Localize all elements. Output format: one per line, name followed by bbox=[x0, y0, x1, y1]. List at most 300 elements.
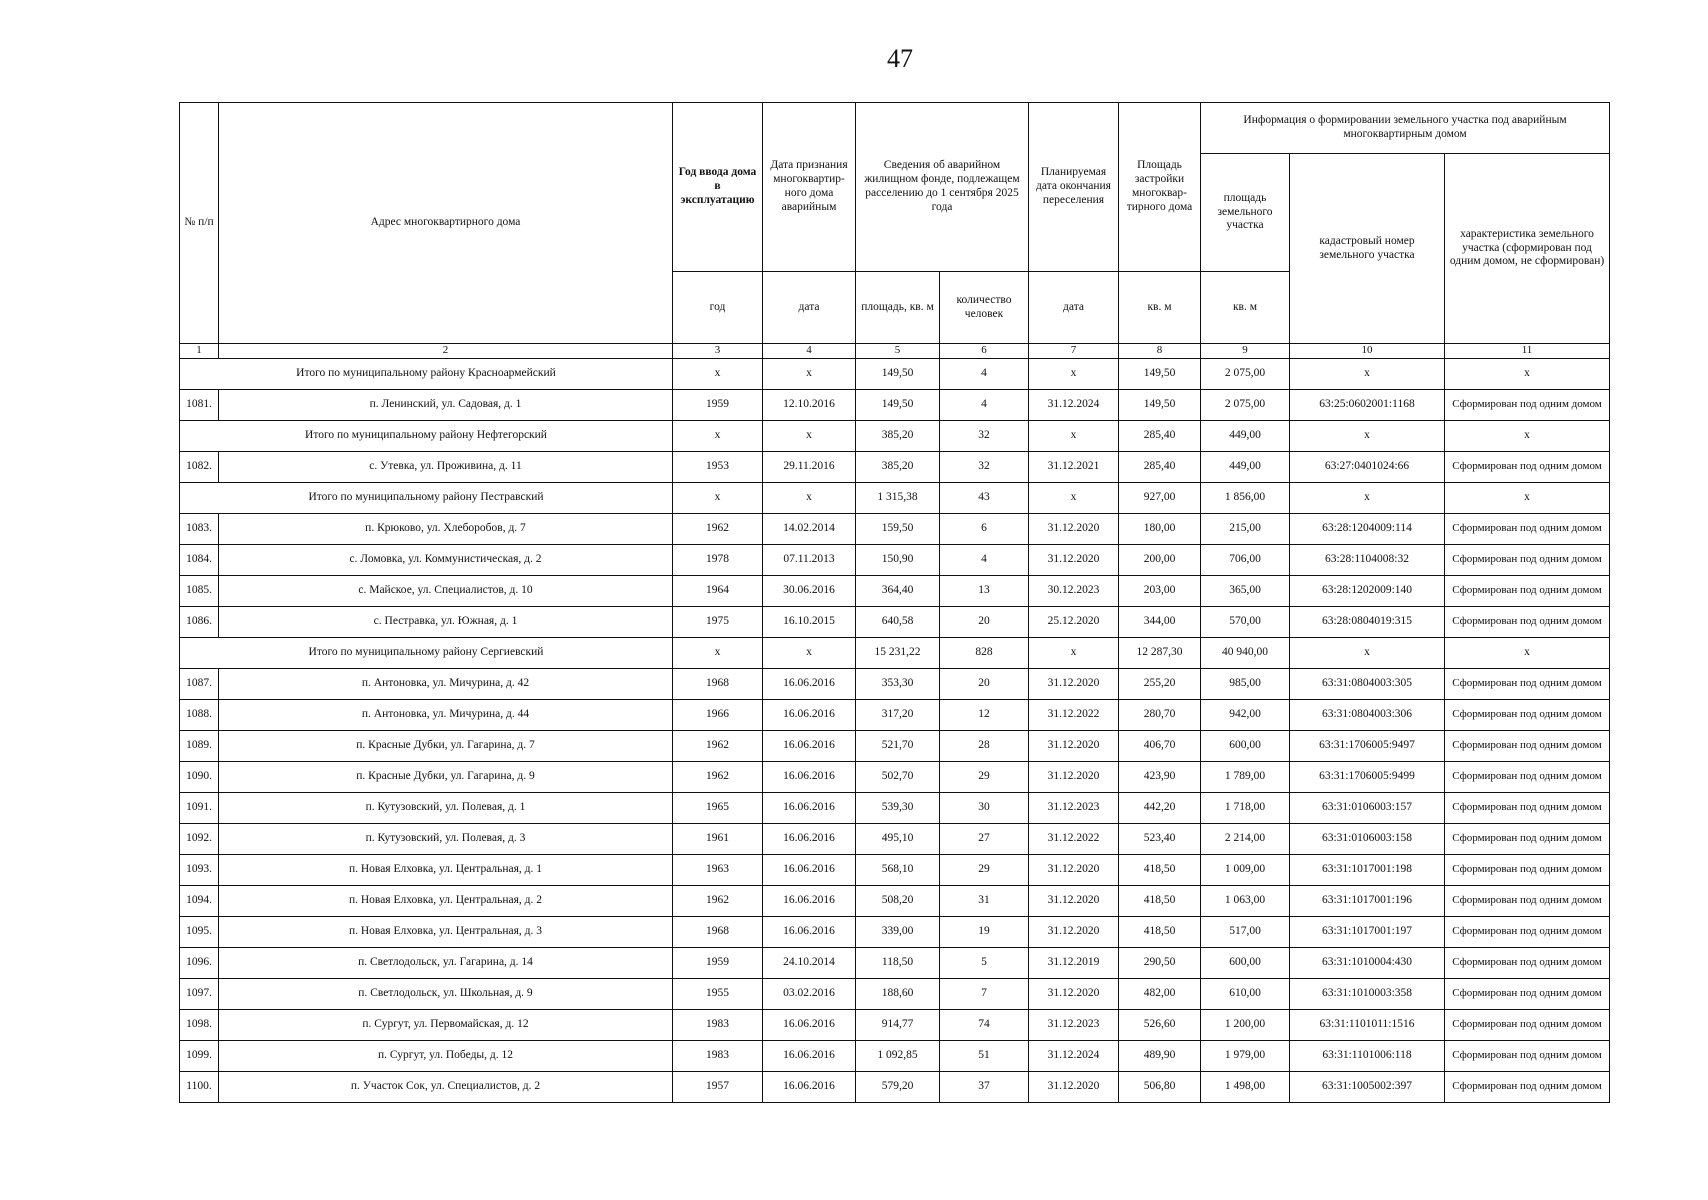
land-area-cell: 1 856,00 bbox=[1201, 483, 1290, 514]
table-row bbox=[180, 452, 1610, 483]
year-cell: 1965 bbox=[673, 793, 763, 824]
table-row bbox=[180, 793, 1610, 824]
header-recognition-date: Дата признания многоквартир-ного дома аварийным bbox=[763, 103, 856, 272]
address-cell: п. Красные Дубки, ул. Гагарина, д. 7 bbox=[219, 731, 673, 762]
planned-date-cell: 31.12.2024 bbox=[1029, 1041, 1119, 1072]
planned-date-cell: 31.12.2022 bbox=[1029, 824, 1119, 855]
people-cell: 4 bbox=[940, 390, 1029, 421]
table-row bbox=[180, 700, 1610, 731]
cadastral-number-cell: 63:31:1017001:198 bbox=[1290, 855, 1445, 886]
land-characteristic-cell: Сформирован под одним домом bbox=[1445, 1010, 1610, 1041]
land-area-cell: 1 789,00 bbox=[1201, 762, 1290, 793]
address-cell: п. Сургут, ул. Первомайская, д. 12 bbox=[219, 1010, 673, 1041]
table-row bbox=[180, 1072, 1610, 1103]
recognition-date-cell: 16.06.2016 bbox=[763, 793, 856, 824]
cadastral-number-cell: 63:31:1010003:358 bbox=[1290, 979, 1445, 1010]
recognition-date-cell: х bbox=[763, 483, 856, 514]
planned-date-cell: 31.12.2019 bbox=[1029, 948, 1119, 979]
land-area-cell: 1 063,00 bbox=[1201, 886, 1290, 917]
area-cell: 317,20 bbox=[856, 700, 940, 731]
building-area-cell: 200,00 bbox=[1119, 545, 1201, 576]
cadastral-number-cell: 63:31:1010004:430 bbox=[1290, 948, 1445, 979]
area-cell: 364,40 bbox=[856, 576, 940, 607]
land-characteristic-cell: Сформирован под одним домом bbox=[1445, 824, 1610, 855]
table-row bbox=[180, 576, 1610, 607]
building-area-cell: 406,70 bbox=[1119, 731, 1201, 762]
land-characteristic-cell: Сформирован под одним домом bbox=[1445, 514, 1610, 545]
table-row bbox=[180, 731, 1610, 762]
people-cell: 19 bbox=[940, 917, 1029, 948]
land-characteristic-cell: х bbox=[1445, 638, 1610, 669]
area-cell: 539,30 bbox=[856, 793, 940, 824]
area-cell: 502,70 bbox=[856, 762, 940, 793]
year-cell: 1963 bbox=[673, 855, 763, 886]
land-area-cell: 449,00 bbox=[1201, 421, 1290, 452]
land-area-cell: 449,00 bbox=[1201, 452, 1290, 483]
column-number-row bbox=[180, 344, 1610, 359]
address-cell: п. Антоновка, ул. Мичурина, д. 44 bbox=[219, 700, 673, 731]
row-number-cell: 1092. bbox=[180, 824, 219, 855]
planned-date-cell: 31.12.2020 bbox=[1029, 979, 1119, 1010]
people-cell: 20 bbox=[940, 607, 1029, 638]
address-cell: п. Светлодольск, ул. Гагарина, д. 14 bbox=[219, 948, 673, 979]
land-area-cell: 942,00 bbox=[1201, 700, 1290, 731]
year-cell: 1957 bbox=[673, 1072, 763, 1103]
area-cell: 15 231,22 bbox=[856, 638, 940, 669]
header-row-number: № п/п bbox=[180, 103, 219, 344]
building-area-cell: 526,60 bbox=[1119, 1010, 1201, 1041]
building-area-cell: 423,90 bbox=[1119, 762, 1201, 793]
people-cell: 43 bbox=[940, 483, 1029, 514]
land-area-cell: 985,00 bbox=[1201, 669, 1290, 700]
year-cell: 1964 bbox=[673, 576, 763, 607]
land-area-cell: 610,00 bbox=[1201, 979, 1290, 1010]
column-number: 8 bbox=[1119, 344, 1201, 359]
table-row bbox=[180, 607, 1610, 638]
recognition-date-cell: 29.11.2016 bbox=[763, 452, 856, 483]
building-area-cell: 442,20 bbox=[1119, 793, 1201, 824]
address-cell: п. Антоновка, ул. Мичурина, д. 42 bbox=[219, 669, 673, 700]
people-cell: 4 bbox=[940, 545, 1029, 576]
row-number-cell: 1090. bbox=[180, 762, 219, 793]
district-summary-row bbox=[180, 421, 1610, 452]
area-cell: 118,50 bbox=[856, 948, 940, 979]
cadastral-number-cell: 63:31:0804003:305 bbox=[1290, 669, 1445, 700]
address-cell: п. Кутузовский, ул. Полевая, д. 1 bbox=[219, 793, 673, 824]
building-area-cell: 523,40 bbox=[1119, 824, 1201, 855]
land-area-cell: 215,00 bbox=[1201, 514, 1290, 545]
header-cadastral-number: кадастровый номер земельного участка bbox=[1290, 154, 1445, 344]
recognition-date-cell: 16.06.2016 bbox=[763, 1072, 856, 1103]
area-cell: 568,10 bbox=[856, 855, 940, 886]
unit-area: площадь, кв. м bbox=[856, 272, 940, 344]
recognition-date-cell: 24.10.2014 bbox=[763, 948, 856, 979]
cadastral-number-cell: 63:31:0106003:157 bbox=[1290, 793, 1445, 824]
cadastral-number-cell: х bbox=[1290, 359, 1445, 390]
building-area-cell: 927,00 bbox=[1119, 483, 1201, 514]
planned-date-cell: х bbox=[1029, 483, 1119, 514]
building-area-cell: 418,50 bbox=[1119, 917, 1201, 948]
year-cell: 1962 bbox=[673, 762, 763, 793]
recognition-date-cell: 07.11.2013 bbox=[763, 545, 856, 576]
people-cell: 7 bbox=[940, 979, 1029, 1010]
land-characteristic-cell: Сформирован под одним домом bbox=[1445, 979, 1610, 1010]
column-number: 3 bbox=[673, 344, 763, 359]
district-summary-label: Итого по муниципальному району Сергиевский bbox=[180, 638, 673, 669]
recognition-date-cell: 16.06.2016 bbox=[763, 669, 856, 700]
planned-date-cell: 31.12.2020 bbox=[1029, 1072, 1119, 1103]
land-area-cell: 1 498,00 bbox=[1201, 1072, 1290, 1103]
people-cell: 27 bbox=[940, 824, 1029, 855]
building-area-cell: 290,50 bbox=[1119, 948, 1201, 979]
area-cell: 521,70 bbox=[856, 731, 940, 762]
column-number: 5 bbox=[856, 344, 940, 359]
header-commission-year: Год ввода дома в эксплуатацию bbox=[673, 103, 763, 272]
land-area-cell: 570,00 bbox=[1201, 607, 1290, 638]
table-row bbox=[180, 1041, 1610, 1072]
address-cell: п. Светлодольск, ул. Школьная, д. 9 bbox=[219, 979, 673, 1010]
year-cell: 1959 bbox=[673, 390, 763, 421]
land-characteristic-cell: Сформирован под одним домом bbox=[1445, 545, 1610, 576]
address-cell: п. Сургут, ул. Победы, д. 12 bbox=[219, 1041, 673, 1072]
land-characteristic-cell: х bbox=[1445, 359, 1610, 390]
land-characteristic-cell: Сформирован под одним домом bbox=[1445, 886, 1610, 917]
unit-year: год bbox=[673, 272, 763, 344]
recognition-date-cell: 16.06.2016 bbox=[763, 824, 856, 855]
row-number-cell: 1099. bbox=[180, 1041, 219, 1072]
header-land-characteristic: характеристика земельного участка (сформирован под одним домом, не сформирован) bbox=[1445, 154, 1610, 344]
cadastral-number-cell: 63:28:1204009:114 bbox=[1290, 514, 1445, 545]
unit-people: количество человек bbox=[940, 272, 1029, 344]
land-characteristic-cell: Сформирован под одним домом bbox=[1445, 390, 1610, 421]
land-area-cell: 517,00 bbox=[1201, 917, 1290, 948]
land-characteristic-cell: Сформирован под одним домом bbox=[1445, 855, 1610, 886]
table-row bbox=[180, 824, 1610, 855]
building-area-cell: 149,50 bbox=[1119, 390, 1201, 421]
year-cell: 1978 bbox=[673, 545, 763, 576]
land-characteristic-cell: Сформирован под одним домом bbox=[1445, 452, 1610, 483]
row-number-cell: 1098. bbox=[180, 1010, 219, 1041]
land-characteristic-cell: Сформирован под одним домом bbox=[1445, 700, 1610, 731]
table-row bbox=[180, 762, 1610, 793]
header-building-area: Площадь застройки многоквар-тирного дома bbox=[1119, 103, 1201, 272]
planned-date-cell: 31.12.2020 bbox=[1029, 731, 1119, 762]
year-cell: х bbox=[673, 483, 763, 514]
recognition-date-cell: 16.06.2016 bbox=[763, 917, 856, 948]
address-cell: п. Красные Дубки, ул. Гагарина, д. 9 bbox=[219, 762, 673, 793]
cadastral-number-cell: х bbox=[1290, 483, 1445, 514]
people-cell: 31 bbox=[940, 886, 1029, 917]
cadastral-number-cell: 63:31:1017001:196 bbox=[1290, 886, 1445, 917]
area-cell: 914,77 bbox=[856, 1010, 940, 1041]
area-cell: 339,00 bbox=[856, 917, 940, 948]
address-cell: п. Участок Сок, ул. Специалистов, д. 2 bbox=[219, 1072, 673, 1103]
land-characteristic-cell: Сформирован под одним домом bbox=[1445, 793, 1610, 824]
people-cell: 12 bbox=[940, 700, 1029, 731]
land-characteristic-cell: Сформирован под одним домом bbox=[1445, 762, 1610, 793]
year-cell: х bbox=[673, 359, 763, 390]
year-cell: 1975 bbox=[673, 607, 763, 638]
table-row bbox=[180, 545, 1610, 576]
people-cell: 828 bbox=[940, 638, 1029, 669]
area-cell: 508,20 bbox=[856, 886, 940, 917]
cadastral-number-cell: 63:31:1101011:1516 bbox=[1290, 1010, 1445, 1041]
header-address: Адрес многоквартирного дома bbox=[219, 103, 673, 344]
building-area-cell: 285,40 bbox=[1119, 421, 1201, 452]
table-row bbox=[180, 1010, 1610, 1041]
table-header bbox=[180, 103, 1610, 359]
cadastral-number-cell: 63:31:1005002:397 bbox=[1290, 1072, 1445, 1103]
unit-building-area: кв. м bbox=[1119, 272, 1201, 344]
recognition-date-cell: х bbox=[763, 638, 856, 669]
land-characteristic-cell: Сформирован под одним домом bbox=[1445, 731, 1610, 762]
land-characteristic-cell: Сформирован под одним домом bbox=[1445, 1041, 1610, 1072]
address-cell: п. Крюково, ул. Хлеборобов, д. 7 bbox=[219, 514, 673, 545]
recognition-date-cell: 16.06.2016 bbox=[763, 1010, 856, 1041]
recognition-date-cell: 30.06.2016 bbox=[763, 576, 856, 607]
people-cell: 74 bbox=[940, 1010, 1029, 1041]
district-summary-row bbox=[180, 483, 1610, 514]
header-emergency-fund: Сведения об аварийном жилищном фонде, подлежащем расселению до 1 сентября 2025 года bbox=[856, 103, 1029, 272]
district-summary-label: Итого по муниципальному району Нефтегорский bbox=[180, 421, 673, 452]
row-number-cell: 1084. bbox=[180, 545, 219, 576]
people-cell: 20 bbox=[940, 669, 1029, 700]
column-number: 1 bbox=[180, 344, 219, 359]
area-cell: 353,30 bbox=[856, 669, 940, 700]
year-cell: 1962 bbox=[673, 514, 763, 545]
address-cell: п. Ленинский, ул. Садовая, д. 1 bbox=[219, 390, 673, 421]
area-cell: 385,20 bbox=[856, 452, 940, 483]
row-number-cell: 1094. bbox=[180, 886, 219, 917]
building-area-cell: 418,50 bbox=[1119, 886, 1201, 917]
cadastral-number-cell: х bbox=[1290, 421, 1445, 452]
area-cell: 150,90 bbox=[856, 545, 940, 576]
planned-date-cell: х bbox=[1029, 421, 1119, 452]
cadastral-number-cell: 63:31:0804003:306 bbox=[1290, 700, 1445, 731]
land-area-cell: 2 075,00 bbox=[1201, 390, 1290, 421]
table-row bbox=[180, 669, 1610, 700]
year-cell: 1961 bbox=[673, 824, 763, 855]
table-row bbox=[180, 855, 1610, 886]
building-area-cell: 180,00 bbox=[1119, 514, 1201, 545]
address-cell: с. Ломовка, ул. Коммунистическая, д. 2 bbox=[219, 545, 673, 576]
people-cell: 51 bbox=[940, 1041, 1029, 1072]
table-row bbox=[180, 886, 1610, 917]
planned-date-cell: 31.12.2020 bbox=[1029, 514, 1119, 545]
area-cell: 579,20 bbox=[856, 1072, 940, 1103]
people-cell: 5 bbox=[940, 948, 1029, 979]
year-cell: 1962 bbox=[673, 731, 763, 762]
unit-date-recognition: дата bbox=[763, 272, 856, 344]
planned-date-cell: 31.12.2020 bbox=[1029, 669, 1119, 700]
recognition-date-cell: 16.10.2015 bbox=[763, 607, 856, 638]
building-area-cell: 12 287,30 bbox=[1119, 638, 1201, 669]
area-cell: 188,60 bbox=[856, 979, 940, 1010]
header-land-area: площадь земельного участка bbox=[1201, 154, 1290, 272]
year-cell: х bbox=[673, 421, 763, 452]
cadastral-number-cell: х bbox=[1290, 638, 1445, 669]
year-cell: 1983 bbox=[673, 1010, 763, 1041]
row-number-cell: 1097. bbox=[180, 979, 219, 1010]
year-cell: 1955 bbox=[673, 979, 763, 1010]
recognition-date-cell: 16.06.2016 bbox=[763, 886, 856, 917]
recognition-date-cell: 14.02.2014 bbox=[763, 514, 856, 545]
planned-date-cell: 31.12.2020 bbox=[1029, 545, 1119, 576]
area-cell: 385,20 bbox=[856, 421, 940, 452]
land-area-cell: 1 979,00 bbox=[1201, 1041, 1290, 1072]
land-characteristic-cell: х bbox=[1445, 483, 1610, 514]
building-area-cell: 489,90 bbox=[1119, 1041, 1201, 1072]
cadastral-number-cell: 63:25:0602001:1168 bbox=[1290, 390, 1445, 421]
column-number: 4 bbox=[763, 344, 856, 359]
land-area-cell: 600,00 bbox=[1201, 948, 1290, 979]
district-summary-row bbox=[180, 638, 1610, 669]
recognition-date-cell: 16.06.2016 bbox=[763, 1041, 856, 1072]
cadastral-number-cell: 63:28:1202009:140 bbox=[1290, 576, 1445, 607]
planned-date-cell: х bbox=[1029, 359, 1119, 390]
land-area-cell: 2 075,00 bbox=[1201, 359, 1290, 390]
row-number-cell: 1096. bbox=[180, 948, 219, 979]
people-cell: 37 bbox=[940, 1072, 1029, 1103]
row-number-cell: 1083. bbox=[180, 514, 219, 545]
planned-date-cell: 31.12.2020 bbox=[1029, 855, 1119, 886]
cadastral-number-cell: 63:28:0804019:315 bbox=[1290, 607, 1445, 638]
planned-date-cell: 31.12.2021 bbox=[1029, 452, 1119, 483]
people-cell: 6 bbox=[940, 514, 1029, 545]
recognition-date-cell: х bbox=[763, 421, 856, 452]
area-cell: 159,50 bbox=[856, 514, 940, 545]
year-cell: х bbox=[673, 638, 763, 669]
address-cell: п. Кутузовский, ул. Полевая, д. 3 bbox=[219, 824, 673, 855]
planned-date-cell: 31.12.2023 bbox=[1029, 1010, 1119, 1041]
unit-land-area: кв. м bbox=[1201, 272, 1290, 344]
row-number-cell: 1091. bbox=[180, 793, 219, 824]
year-cell: 1983 bbox=[673, 1041, 763, 1072]
area-cell: 149,50 bbox=[856, 359, 940, 390]
cadastral-number-cell: 63:31:0106003:158 bbox=[1290, 824, 1445, 855]
building-area-cell: 203,00 bbox=[1119, 576, 1201, 607]
row-number-cell: 1095. bbox=[180, 917, 219, 948]
header-land-info: Информация о формировании земельного участка под аварийным многоквартирным домом bbox=[1201, 103, 1610, 154]
planned-date-cell: 31.12.2020 bbox=[1029, 917, 1119, 948]
planned-date-cell: 31.12.2020 bbox=[1029, 762, 1119, 793]
people-cell: 32 bbox=[940, 452, 1029, 483]
cadastral-number-cell: 63:31:1706005:9497 bbox=[1290, 731, 1445, 762]
planned-date-cell: 31.12.2022 bbox=[1029, 700, 1119, 731]
cadastral-number-cell: 63:27:0401024:66 bbox=[1290, 452, 1445, 483]
table-row bbox=[180, 948, 1610, 979]
people-cell: 29 bbox=[940, 762, 1029, 793]
area-cell: 640,58 bbox=[856, 607, 940, 638]
row-number-cell: 1100. bbox=[180, 1072, 219, 1103]
year-cell: 1968 bbox=[673, 917, 763, 948]
land-area-cell: 40 940,00 bbox=[1201, 638, 1290, 669]
building-area-cell: 255,20 bbox=[1119, 669, 1201, 700]
area-cell: 495,10 bbox=[856, 824, 940, 855]
recognition-date-cell: 16.06.2016 bbox=[763, 762, 856, 793]
land-characteristic-cell: Сформирован под одним домом bbox=[1445, 669, 1610, 700]
land-area-cell: 600,00 bbox=[1201, 731, 1290, 762]
cadastral-number-cell: 63:28:1104008:32 bbox=[1290, 545, 1445, 576]
address-cell: п. Новая Елховка, ул. Центральная, д. 1 bbox=[219, 855, 673, 886]
recognition-date-cell: 16.06.2016 bbox=[763, 731, 856, 762]
planned-date-cell: 31.12.2020 bbox=[1029, 886, 1119, 917]
recognition-date-cell: х bbox=[763, 359, 856, 390]
land-characteristic-cell: Сформирован под одним домом bbox=[1445, 917, 1610, 948]
land-area-cell: 2 214,00 bbox=[1201, 824, 1290, 855]
planned-date-cell: 25.12.2020 bbox=[1029, 607, 1119, 638]
row-number-cell: 1088. bbox=[180, 700, 219, 731]
address-cell: с. Майское, ул. Специалистов, д. 10 bbox=[219, 576, 673, 607]
recognition-date-cell: 12.10.2016 bbox=[763, 390, 856, 421]
year-cell: 1966 bbox=[673, 700, 763, 731]
year-cell: 1953 bbox=[673, 452, 763, 483]
row-number-cell: 1087. bbox=[180, 669, 219, 700]
column-number: 6 bbox=[940, 344, 1029, 359]
column-number: 9 bbox=[1201, 344, 1290, 359]
cadastral-number-cell: 63:31:1017001:197 bbox=[1290, 917, 1445, 948]
row-number-cell: 1082. bbox=[180, 452, 219, 483]
page-number: 47 bbox=[887, 44, 913, 73]
people-cell: 29 bbox=[940, 855, 1029, 886]
building-area-cell: 482,00 bbox=[1119, 979, 1201, 1010]
land-characteristic-cell: Сформирован под одним домом bbox=[1445, 948, 1610, 979]
land-characteristic-cell: Сформирован под одним домом bbox=[1445, 1072, 1610, 1103]
emergency-housing-table bbox=[179, 102, 1610, 1103]
row-number-cell: 1085. bbox=[180, 576, 219, 607]
planned-date-cell: 31.12.2023 bbox=[1029, 793, 1119, 824]
land-characteristic-cell: Сформирован под одним домом bbox=[1445, 576, 1610, 607]
table-row bbox=[180, 979, 1610, 1010]
table-body bbox=[180, 359, 1610, 1103]
column-number: 10 bbox=[1290, 344, 1445, 359]
unit-date-planned: дата bbox=[1029, 272, 1119, 344]
row-number-cell: 1089. bbox=[180, 731, 219, 762]
recognition-date-cell: 03.02.2016 bbox=[763, 979, 856, 1010]
planned-date-cell: х bbox=[1029, 638, 1119, 669]
people-cell: 32 bbox=[940, 421, 1029, 452]
recognition-date-cell: 16.06.2016 bbox=[763, 855, 856, 886]
area-cell: 1 092,85 bbox=[856, 1041, 940, 1072]
land-area-cell: 1 200,00 bbox=[1201, 1010, 1290, 1041]
land-area-cell: 706,00 bbox=[1201, 545, 1290, 576]
row-number-cell: 1093. bbox=[180, 855, 219, 886]
building-area-cell: 285,40 bbox=[1119, 452, 1201, 483]
building-area-cell: 149,50 bbox=[1119, 359, 1201, 390]
recognition-date-cell: 16.06.2016 bbox=[763, 700, 856, 731]
column-number: 11 bbox=[1445, 344, 1610, 359]
land-area-cell: 1 718,00 bbox=[1201, 793, 1290, 824]
cadastral-number-cell: 63:31:1101006:118 bbox=[1290, 1041, 1445, 1072]
building-area-cell: 506,80 bbox=[1119, 1072, 1201, 1103]
land-characteristic-cell: Сформирован под одним домом bbox=[1445, 607, 1610, 638]
year-cell: 1962 bbox=[673, 886, 763, 917]
address-cell: с. Пестравка, ул. Южная, д. 1 bbox=[219, 607, 673, 638]
table-row bbox=[180, 514, 1610, 545]
district-summary-row bbox=[180, 359, 1610, 390]
planned-date-cell: 30.12.2023 bbox=[1029, 576, 1119, 607]
land-area-cell: 365,00 bbox=[1201, 576, 1290, 607]
land-characteristic-cell: х bbox=[1445, 421, 1610, 452]
building-area-cell: 418,50 bbox=[1119, 855, 1201, 886]
building-area-cell: 344,00 bbox=[1119, 607, 1201, 638]
people-cell: 30 bbox=[940, 793, 1029, 824]
building-area-cell: 280,70 bbox=[1119, 700, 1201, 731]
row-number-cell: 1081. bbox=[180, 390, 219, 421]
table-row bbox=[180, 390, 1610, 421]
planned-date-cell: 31.12.2024 bbox=[1029, 390, 1119, 421]
table-row bbox=[180, 917, 1610, 948]
